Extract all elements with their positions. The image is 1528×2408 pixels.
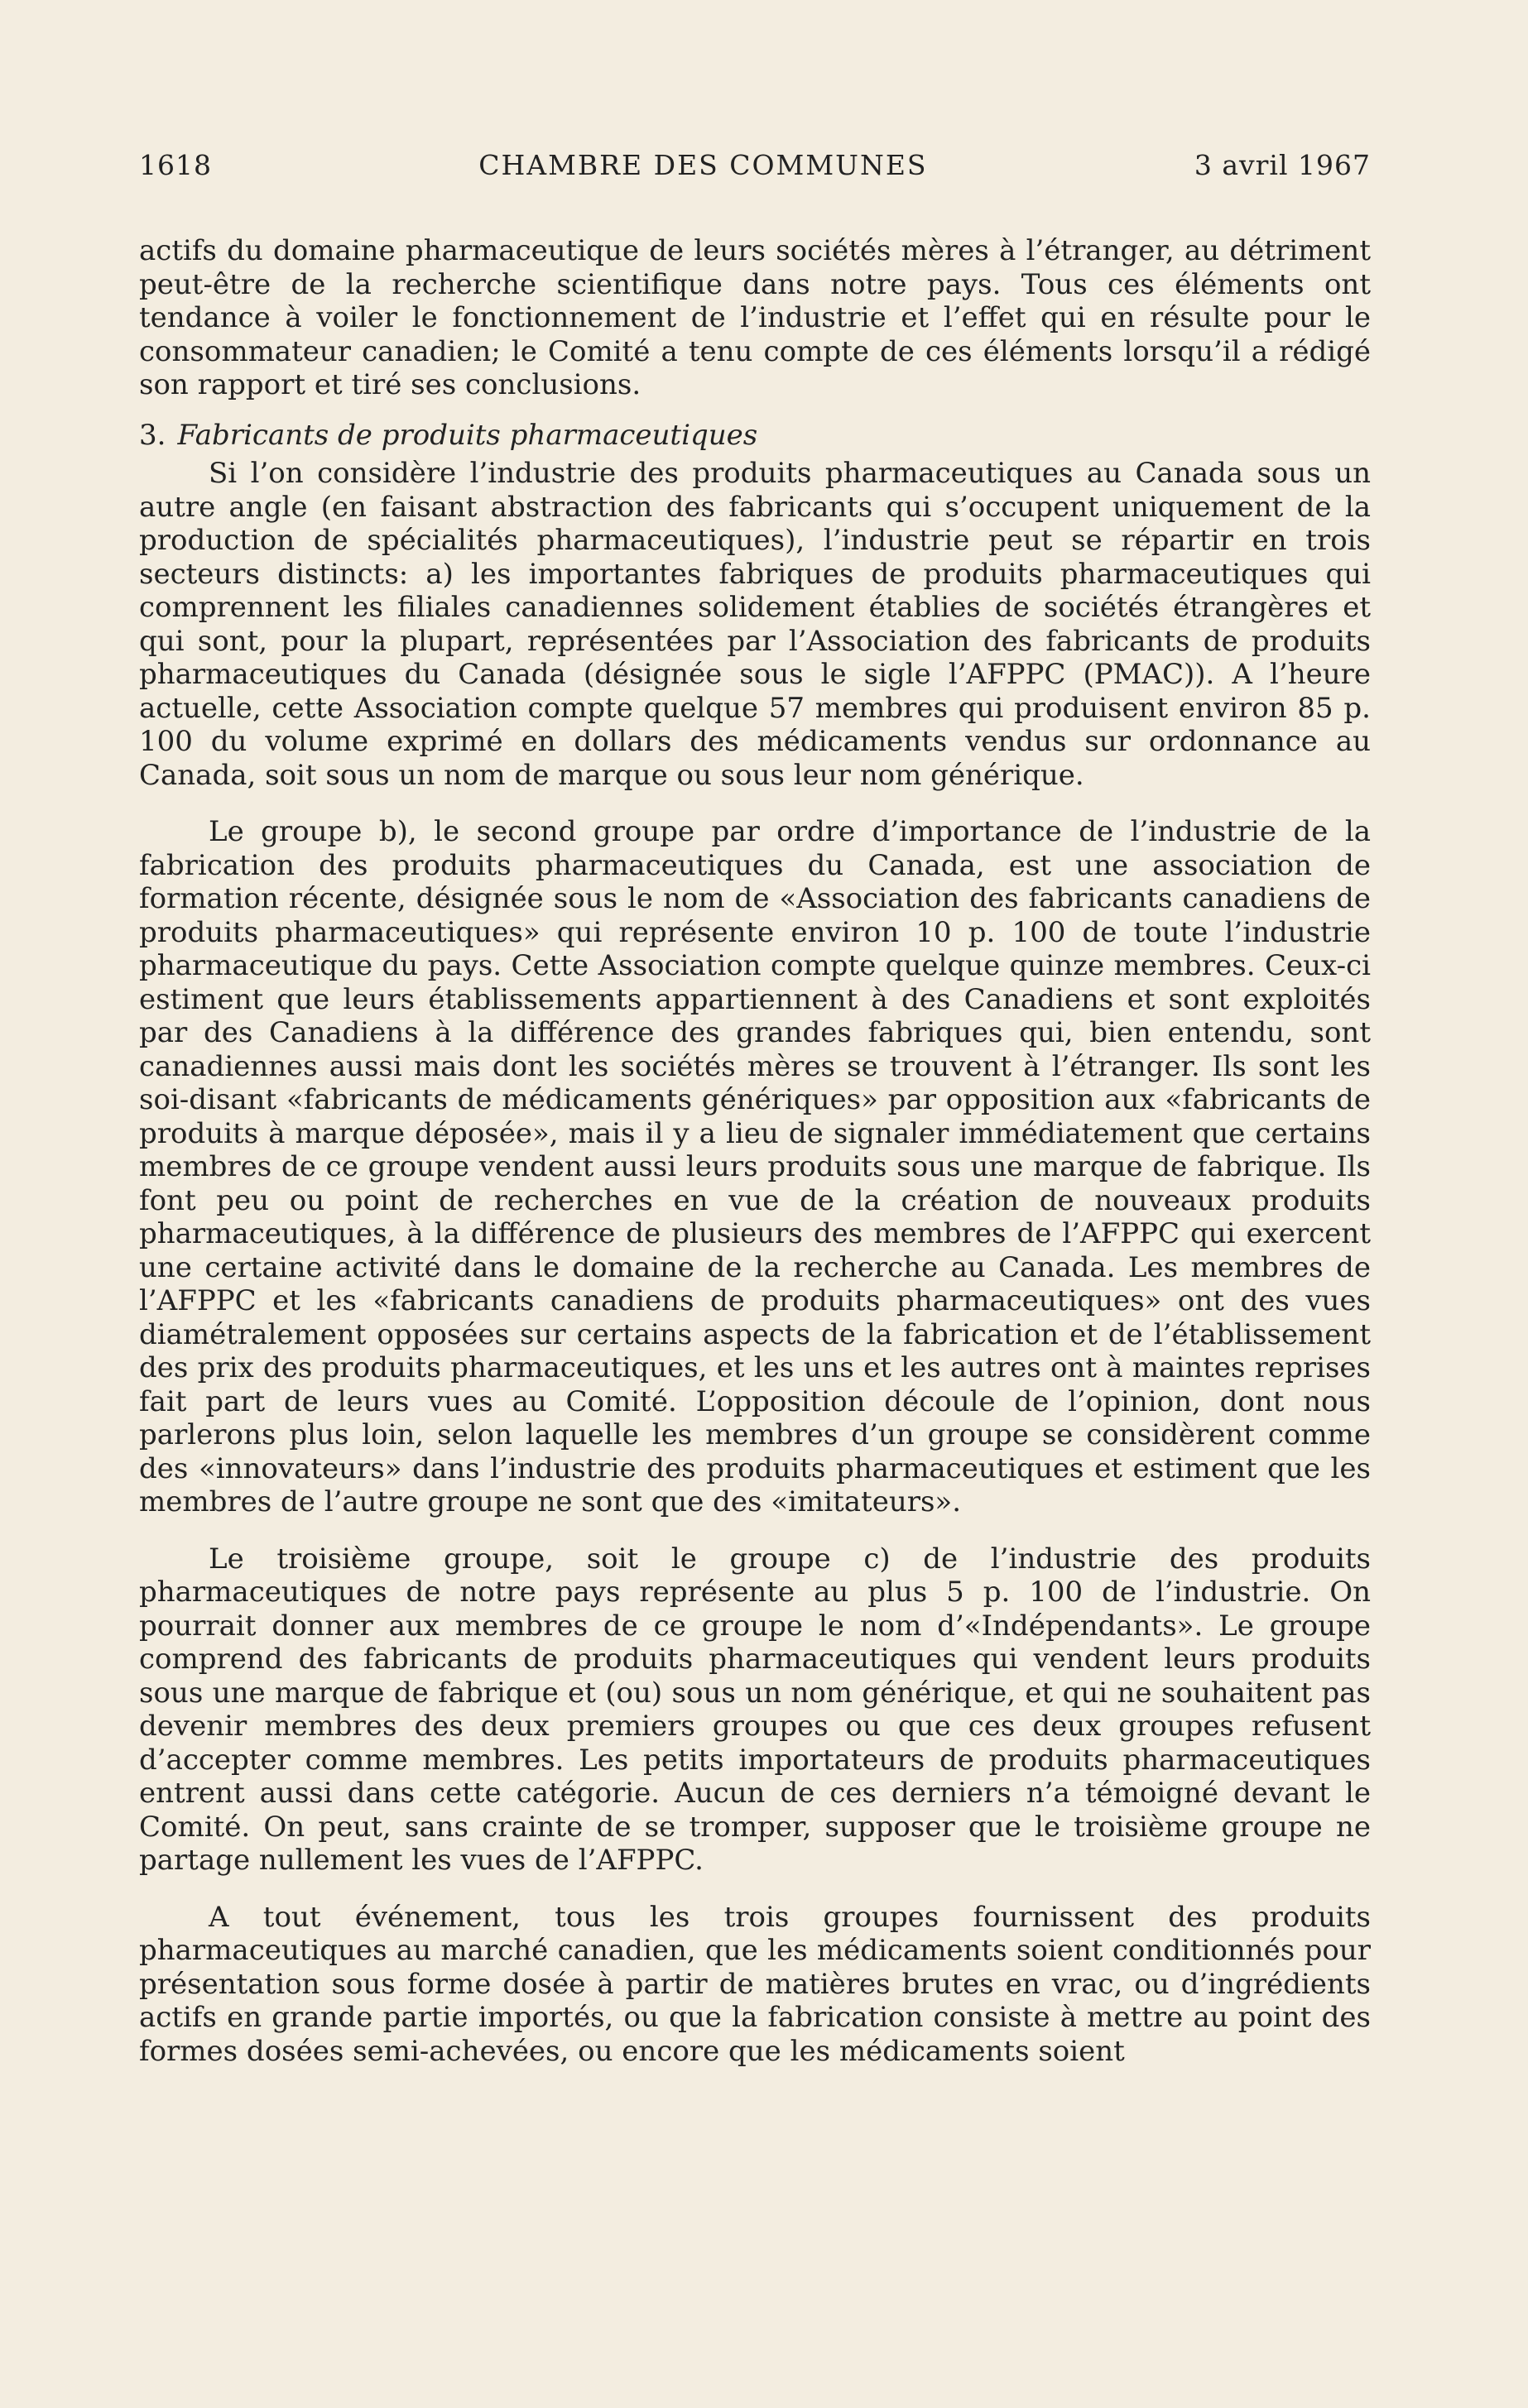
running-header [139, 149, 1371, 181]
paragraph: A tout événement, tous les trois groupes fournissent des produits pharmaceutiques au marché canadien, que les médicaments soient conditionnés pour présentation sous forme dosée à partir de matières brutes en vrac, ou d’ingrédients actifs en grande partie importés, ou que la fabrication consiste à mettre au point des formes dosées semi-achevées, ou encore que les médicaments soient [139, 1900, 1371, 2068]
section-number: 3. [139, 418, 166, 452]
publication-title: CHAMBRE DES COMMUNES [478, 149, 928, 181]
page-number: 1618 [139, 149, 212, 181]
paragraph: Le troisième groupe, soit le groupe c) de l’industrie des produits pharmaceutiques de notre pays représente au plus 5 p. 100 de l’industrie. On pourrait donner aux membres de ce groupe le nom d’«Indépendants». Le groupe comprend des fabricants de produits pharmaceutiques qui vendent leurs produits sous une marque de fabrique et (ou) sous un nom générique, et qui ne souhaitent pas devenir membres des deux premiers groupes ou que ces deux groupes refusent d’accepter comme membres. Les petits importateurs de produits pharmaceutiques entrent aussi dans cette catégorie. Aucun de ces derniers n’a témoigné devant le Comité. On peut, sans crainte de se tromper, supposer que le troisième groupe ne partage nullement les vues de l’AFPPC. [139, 1542, 1371, 1877]
paragraph: Le groupe b), le second groupe par ordre d’importance de l’industrie de la fabrication des produits pharmaceutiques du Canada, est une association de formation récente, désignée sous le nom de «Association des fabricants canadiens de produits pharmaceutiques» qui représente environ 10 p. 100 de toute l’industrie pharmaceutique du pays. Cette Association compte quelque quinze membres. Ceux-ci estiment que leurs établissements appartiennent à des Canadiens et sont exploités par des Canadiens à la différence des grandes fabriques qui, bien entendu, sont canadiennes aussi mais dont les sociétés mères se trouvent à l’étranger. Ils sont les soi-disant «fabricants de médicaments génériques» par opposition aux «fabricants de produits à marque déposée», mais il y a lieu de signaler immédiatement que certains membres de ce groupe vendent aussi leurs produits sous une marque de fabrique. Ils font peu ou point de recherches en vue de la création de nouveaux produits pharmaceutiques, à la différence de plusieurs des membres de l’AFPPC qui exercent une certaine activité dans le domaine de la recherche au Canada. Les membres de l’AFPPC et les «fabricants canadiens de produits pharmaceutiques» ont des vues diamétralement opposées sur certains aspects de la fabrication et de l’établissement des prix des produits pharmaceutiques, et les uns et les autres ont à maintes reprises fait part de leurs vues au Comité. L’opposition découle de l’opinion, dont nous parlerons plus loin, selon laquelle les membres d’un groupe se considèrent comme des «innovateurs» dans l’industrie des produits pharmaceutiques et estiment que les membres de l’autre groupe ne sont que des «imitateurs». [139, 815, 1371, 1518]
document-page [139, 149, 1371, 2068]
section-title: Fabricants de produits pharmaceutiques [177, 418, 758, 452]
paragraph: Si l’on considère l’industrie des produits pharmaceutiques au Canada sous un autre angle (en faisant abstraction des fabricants qui s’occupent uniquement de la production de spécialités pharmaceutiques), l’industrie peut se répartir en trois secteurs distincts: a) les importantes fabriques de produits pharmaceutiques qui comprennent les filiales canadiennes solidement établies de sociétés étrangères et qui sont, pour la plupart, représentées par l’Association des fabricants de produits pharmaceutiques du Canada (désignée sous le sigle l’AFPPC (PMAC)). A l’heure actuelle, cette Association compte quelque 57 membres qui produisent environ 85 p. 100 du volume exprimé en dollars des médicaments vendus sur ordonnance au Canada, soit sous un nom de marque ou sous leur nom générique. [139, 457, 1371, 792]
page-date: 3 avril 1967 [1194, 149, 1371, 181]
section-heading [139, 419, 1371, 453]
body-text [139, 234, 1371, 2068]
paragraph: actifs du domaine pharmaceutique de leurs sociétés mères à l’étranger, au détriment peut-être de la recherche scientifique dans notre pays. Tous ces éléments ont tendance à voiler le fonctionnement de l’industrie et l’effet qui en résulte pour le consommateur canadien; le Comité a tenu compte de ces éléments lorsqu’il a rédigé son rapport et tiré ses conclusions. [139, 234, 1371, 401]
